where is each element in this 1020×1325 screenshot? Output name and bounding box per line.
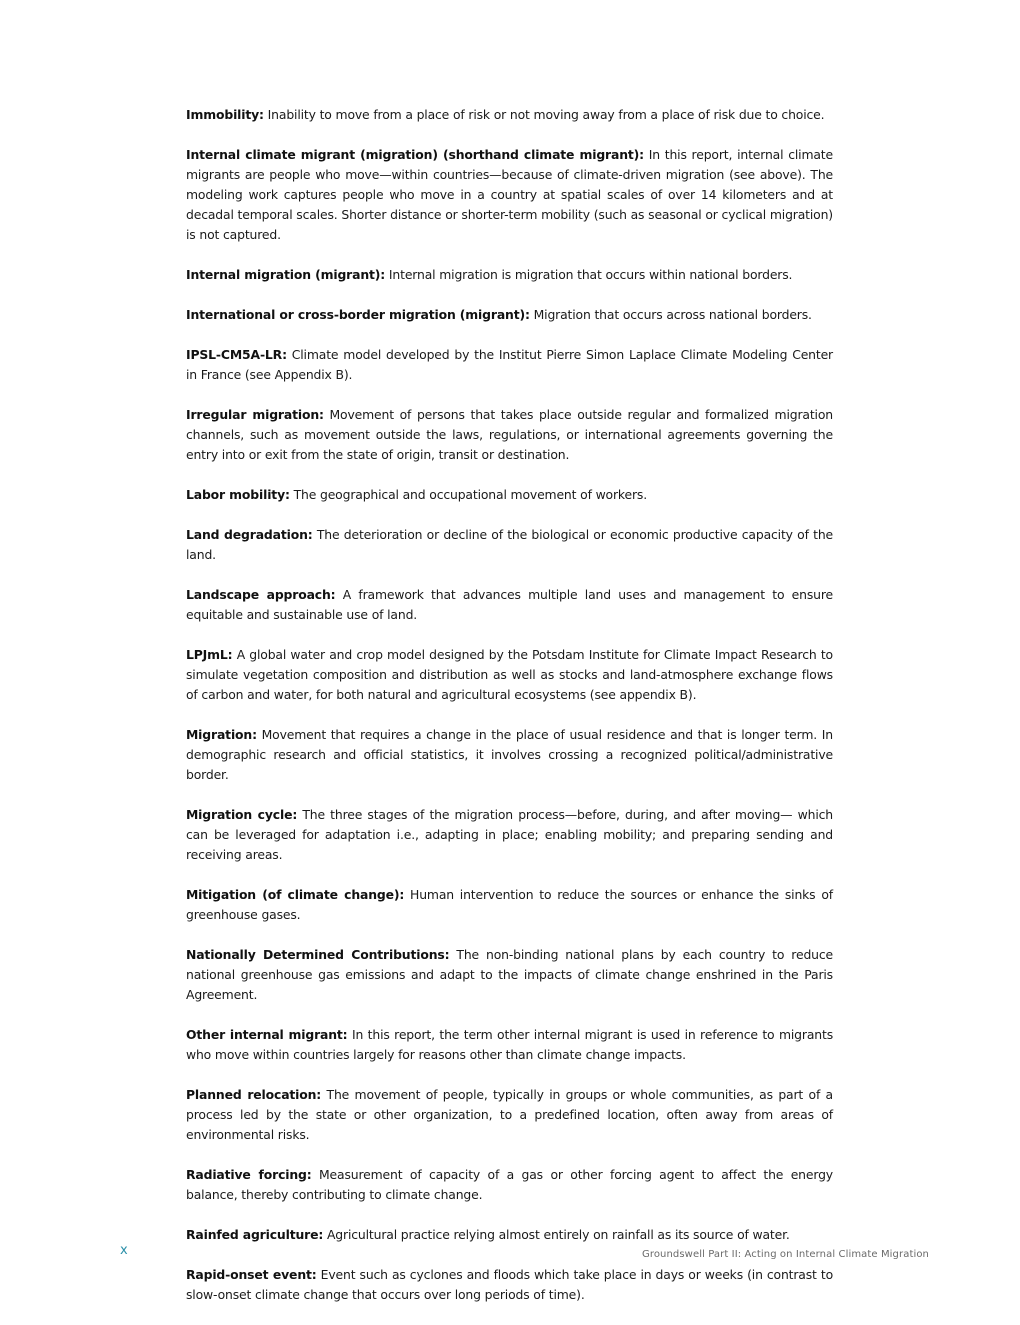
- glossary-definition: Human intervention to reduce the sources or enhance the sinks of greenhouse gases.: [186, 887, 833, 922]
- glossary-term: Migration cycle:: [186, 807, 298, 822]
- glossary-entry-migration-cycle: [186, 805, 833, 865]
- glossary-term: LPJmL:: [186, 647, 233, 662]
- glossary-entry-international-migration: [186, 305, 833, 325]
- glossary-entry-migration: [186, 725, 833, 785]
- glossary-definition: The deterioration or decline of the biological or economic productive capacity of the land.: [186, 527, 834, 562]
- glossary-definition: Inability to move from a place of risk or not moving away from a place of risk due to choice.: [267, 107, 825, 122]
- glossary-entry-irregular-migration: [186, 405, 833, 465]
- glossary-definition: The movement of people, typically in groups or whole communities, as part of a process led by the state or other organization, to a predefined location, often away from areas of environmental risks.: [186, 1087, 834, 1142]
- glossary-entry-planned-relocation: [186, 1085, 833, 1145]
- glossary-definition: Movement that requires a change in the place of usual residence and that is longer term. In demographic research and official statistics, it involves crossing a recognized political/administrative border.: [186, 727, 833, 782]
- glossary-term: Nationally Determined Contributions:: [186, 947, 450, 962]
- glossary-term: Rapid-onset event:: [186, 1267, 317, 1282]
- glossary-term: Internal migration (migrant):: [186, 267, 386, 282]
- glossary-entry-land-degradation: [186, 525, 833, 565]
- glossary-entry-ndc: [186, 945, 833, 1005]
- glossary-term: International or cross-border migration (migrant):: [186, 307, 530, 322]
- glossary-term: Irregular migration:: [186, 407, 324, 422]
- glossary-definition: Movement of persons that takes place outside regular and formalized migration channels, such as movement outside the laws, regulations, or international agreements governing the entry into or exit from the state of origin, transit or destination.: [186, 407, 833, 462]
- glossary-entry-rapid-onset-event: [186, 1265, 833, 1305]
- glossary-definition: A global water and crop model designed by the Potsdam Institute for Climate Impact Research to simulate vegetation composition and distribution as well as stocks and land-atmosphere exchange flows of carbon and water, for both natural and agricultural ecosystems (see appendix B).: [186, 647, 833, 702]
- glossary-term: Labor mobility:: [186, 487, 290, 502]
- glossary-term: Other internal migrant:: [186, 1027, 348, 1042]
- glossary-term: Land degradation:: [186, 527, 313, 542]
- glossary-definition: In this report, the term other internal migrant is used in reference to migrants who move within countries largely for reasons other than climate change impacts.: [186, 1027, 834, 1062]
- glossary-definition: Internal migration is migration that occurs within national borders.: [388, 267, 793, 282]
- glossary-content: [186, 105, 833, 1325]
- glossary-entry-internal-climate-migrant: [186, 145, 833, 245]
- glossary-definition: The geographical and occupational movement of workers.: [293, 487, 648, 502]
- glossary-definition: A framework that advances multiple land uses and management to ensure equitable and sustainable use of land.: [186, 587, 833, 622]
- glossary-definition: In this report, internal climate migrants are people who move—within countries—because of climate-driven migration (see above). The modeling work captures people who move in a country at spatial scales of over 14 kilometers and at decadal temporal scales. Shorter distance or shorter-term mobility (such as seasonal or cyclical migration) is not captured.: [186, 147, 833, 242]
- glossary-entry-rainfed-agriculture: [186, 1225, 833, 1245]
- running-footer-title: Groundswell Part II: Acting on Internal Climate Migration: [641, 1249, 929, 1260]
- glossary-entry-ipsl: [186, 345, 833, 385]
- glossary-term: Landscape approach:: [186, 587, 336, 602]
- glossary-definition: Migration that occurs across national borders.: [533, 307, 812, 322]
- glossary-entry-lpjml: [186, 645, 833, 705]
- glossary-term: IPSL-CM5A-LR:: [186, 347, 287, 362]
- glossary-entry-landscape-approach: [186, 585, 833, 625]
- glossary-term: Immobility:: [186, 107, 264, 122]
- glossary-entry-other-internal-migrant: [186, 1025, 833, 1065]
- glossary-definition: Climate model developed by the Institut Pierre Simon Laplace Climate Modeling Center in France (see Appendix B).: [186, 347, 833, 382]
- glossary-entry-internal-migration: [186, 265, 833, 285]
- glossary-definition: The three stages of the migration process—before, during, and after moving— which can be leveraged for adaptation i.e., adapting in place; enabling mobility; and preparing sending and receiving areas.: [186, 807, 833, 862]
- glossary-definition: Event such as cyclones and floods which take place in days or weeks (in contrast to slow-onset climate change that occurs over long periods of time).: [186, 1267, 833, 1302]
- glossary-entry-radiative-forcing: [186, 1165, 833, 1205]
- glossary-entry-labor-mobility: [186, 485, 833, 505]
- glossary-definition: Measurement of capacity of a gas or other forcing agent to affect the energy balance, thereby contributing to climate change.: [186, 1167, 833, 1202]
- glossary-term: Internal climate migrant (migration) (shorthand climate migrant):: [186, 147, 644, 162]
- glossary-term: Planned relocation:: [186, 1087, 322, 1102]
- glossary-term: Radiative forcing:: [186, 1167, 312, 1182]
- page-number: x: [120, 1243, 128, 1258]
- glossary-term: Migration:: [186, 727, 257, 742]
- glossary-term: Mitigation (of climate change):: [186, 887, 405, 902]
- glossary-definition: The non-binding national plans by each country to reduce national greenhouse gas emissions and adapt to the impacts of climate change enshrined in the Paris Agreement.: [186, 947, 833, 1002]
- glossary-entry-immobility: [186, 105, 833, 125]
- glossary-term: Rainfed agriculture:: [186, 1227, 324, 1242]
- glossary-entry-mitigation: [186, 885, 833, 925]
- glossary-definition: Agricultural practice relying almost entirely on rainfall as its source of water.: [326, 1227, 790, 1242]
